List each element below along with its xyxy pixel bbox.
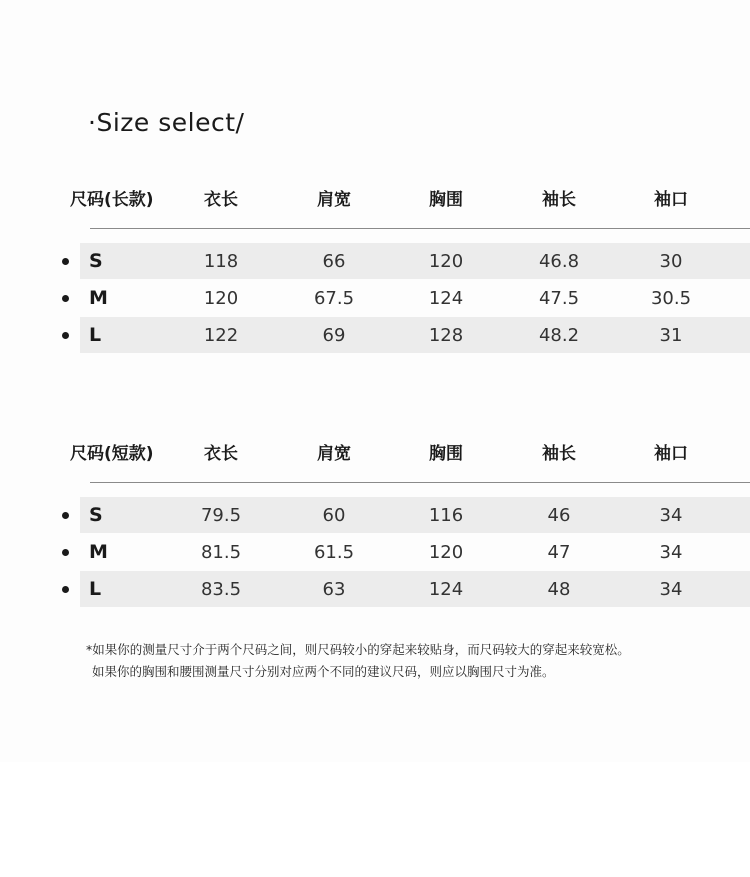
cell-shoulder: 67.5	[313, 288, 355, 309]
table-row	[0, 497, 750, 533]
cell-chest: 120	[428, 251, 464, 272]
cell-cuff: 34	[659, 579, 683, 600]
cell-length: 120	[203, 288, 239, 309]
header-divider	[90, 482, 750, 483]
bullet-icon	[62, 549, 69, 556]
cell-chest: 124	[428, 288, 464, 309]
cell-shoulder: 63	[322, 579, 346, 600]
cell-shoulder: 66	[322, 251, 346, 272]
cell-cuff: 30	[659, 251, 683, 272]
table-row	[0, 243, 750, 279]
header-shoulder: 肩宽	[317, 444, 351, 464]
size-label: L	[89, 578, 102, 600]
section-title: ·Size select/	[88, 108, 245, 137]
cell-shoulder: 60	[322, 505, 346, 526]
table-header	[0, 439, 750, 469]
size-label: M	[89, 541, 108, 563]
table-row	[0, 571, 750, 607]
bullet-icon	[62, 258, 69, 265]
cell-length: 83.5	[200, 579, 242, 600]
header-chest: 胸围	[429, 190, 463, 210]
bullet-icon	[62, 586, 69, 593]
cell-chest: 120	[428, 542, 464, 563]
header-size: 尺码(短款)	[70, 444, 154, 464]
bullet-icon	[62, 512, 69, 519]
table-row	[0, 317, 750, 353]
cell-length: 79.5	[200, 505, 242, 526]
cell-sleeve: 46.8	[538, 251, 580, 272]
size-note-1: *如果你的测量尺寸介于两个尺码之间，则尺码较小的穿起来较贴身，而尺码较大的穿起来较宽松。	[86, 642, 630, 657]
cell-chest: 124	[428, 579, 464, 600]
cell-length: 122	[203, 325, 239, 346]
header-length: 衣长	[204, 190, 238, 210]
bullet-icon	[62, 295, 69, 302]
table-row	[0, 534, 750, 570]
header-chest: 胸围	[429, 444, 463, 464]
header-divider	[90, 228, 750, 229]
size-label: M	[89, 287, 108, 309]
header-sleeve: 袖长	[542, 190, 576, 210]
size-note-2: 如果你的胸围和腰围测量尺寸分别对应两个不同的建议尺码，则应以胸围尺寸为准。	[92, 664, 555, 679]
cell-sleeve: 47.5	[538, 288, 580, 309]
cell-sleeve: 48	[547, 579, 571, 600]
cell-cuff: 34	[659, 542, 683, 563]
cell-cuff: 34	[659, 505, 683, 526]
cell-sleeve: 47	[547, 542, 571, 563]
table-header	[0, 185, 750, 215]
cell-cuff: 31	[659, 325, 683, 346]
size-label: L	[89, 324, 102, 346]
size-label: S	[89, 250, 103, 272]
header-shoulder: 肩宽	[317, 190, 351, 210]
cell-chest: 128	[428, 325, 464, 346]
header-cuff: 袖口	[654, 444, 688, 464]
bullet-icon	[62, 332, 69, 339]
cell-shoulder: 61.5	[313, 542, 355, 563]
table-row	[0, 280, 750, 316]
header-cuff: 袖口	[654, 190, 688, 210]
cell-sleeve: 46	[547, 505, 571, 526]
cell-cuff: 30.5	[650, 288, 692, 309]
cell-chest: 116	[428, 505, 464, 526]
cell-length: 118	[203, 251, 239, 272]
size-label: S	[89, 504, 103, 526]
header-sleeve: 袖长	[542, 444, 576, 464]
cell-length: 81.5	[200, 542, 242, 563]
cell-shoulder: 69	[322, 325, 346, 346]
header-length: 衣长	[204, 444, 238, 464]
header-size: 尺码(长款)	[70, 190, 154, 210]
cell-sleeve: 48.2	[538, 325, 580, 346]
